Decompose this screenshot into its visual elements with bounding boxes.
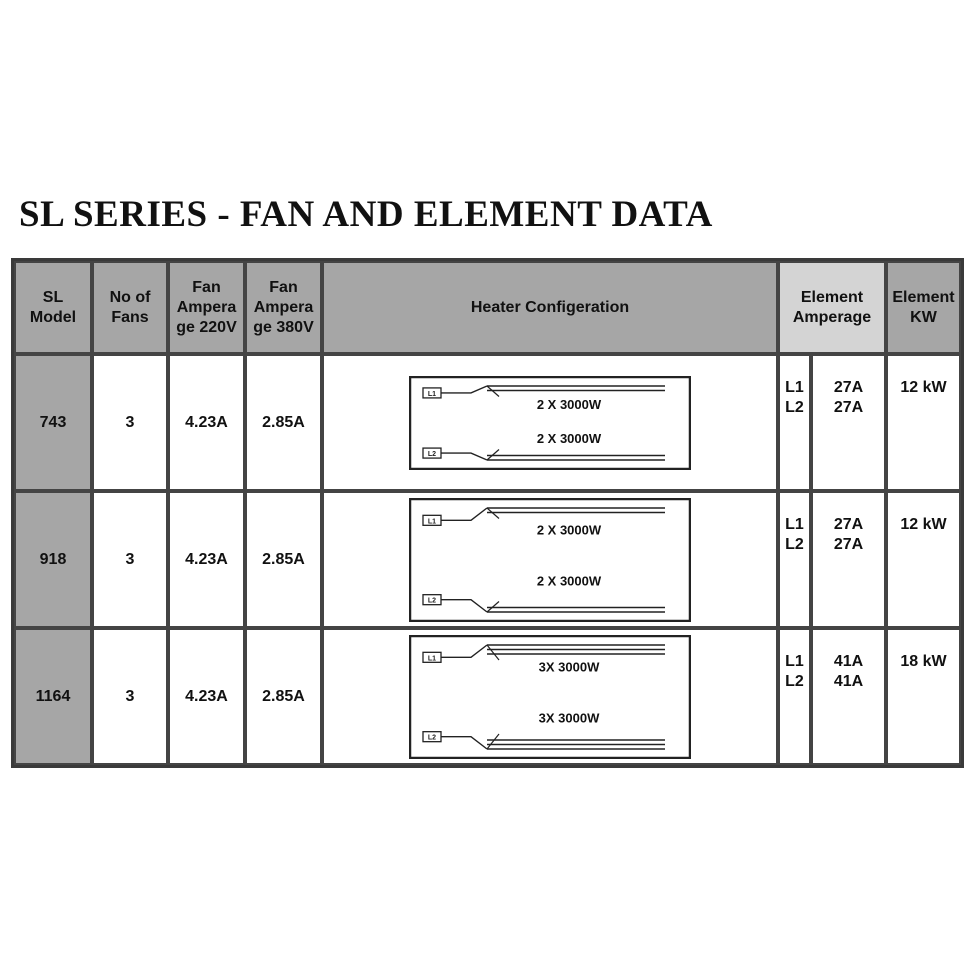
header-fan-amperage-220v	[168, 261, 245, 354]
element-amp-value: 27A	[833, 516, 864, 533]
element-amp-value: 41A	[833, 653, 864, 670]
element-amp-value: 27A	[833, 536, 864, 553]
element-rating-text: 2 X 3000W	[536, 521, 602, 537]
phase-label: L2	[785, 536, 804, 553]
header-element-kw	[886, 261, 961, 354]
heater-diagram	[409, 376, 691, 470]
cell-element-amps	[811, 491, 886, 628]
terminal-label: L2	[427, 734, 437, 742]
cell-element-amps	[811, 628, 886, 765]
header-no-of-fans	[92, 261, 168, 354]
cell-phases	[778, 491, 811, 628]
header-text: Element	[892, 288, 955, 306]
header-text: Fan	[192, 278, 221, 296]
cell-element-kw: 12 kW	[886, 354, 961, 491]
header-text: No of	[109, 288, 151, 306]
cell-amp-220v: 4.23A	[168, 354, 245, 491]
element-rating-text: 3X 3000W	[538, 658, 600, 674]
cell-fans: 3	[92, 354, 168, 491]
phase-label: L1	[785, 653, 804, 670]
header-element-amperage	[778, 261, 886, 354]
cell-model: 918	[14, 491, 92, 628]
terminal-label: L1	[427, 390, 437, 398]
element-rating-text: 2 X 3000W	[536, 430, 602, 446]
cell-element-kw: 12 kW	[886, 491, 961, 628]
cell-fans: 3	[92, 491, 168, 628]
cell-heater-diagram	[322, 628, 778, 765]
cell-amp-380v: 2.85A	[245, 354, 322, 491]
cell-phases	[778, 354, 811, 491]
header-text: Fan	[269, 278, 298, 296]
cell-amp-380v: 2.85A	[245, 491, 322, 628]
cell-model: 1164	[14, 628, 92, 765]
cell-heater-diagram	[322, 491, 778, 628]
heater-diagram	[409, 635, 691, 759]
header-text: Element	[800, 288, 864, 306]
terminal-label: L1	[427, 654, 437, 662]
cell-heater-diagram	[322, 354, 778, 491]
header-fan-amperage-380v	[245, 261, 322, 354]
element-rating-text: 3X 3000W	[538, 710, 600, 726]
header-text: SL	[42, 288, 64, 306]
header-text: Fans	[111, 308, 149, 326]
header-text: Amperage	[792, 308, 872, 326]
diagram-frame	[410, 499, 690, 621]
cell-phases	[778, 628, 811, 765]
element-rating-text: 2 X 3000W	[536, 573, 602, 589]
heater-diagram	[409, 498, 691, 622]
phase-label: L2	[785, 399, 804, 416]
element-amp-value: 41A	[833, 673, 864, 690]
header-text: ge 220V	[176, 318, 237, 336]
cell-amp-220v: 4.23A	[168, 628, 245, 765]
element-rating-text: 2 X 3000W	[536, 396, 602, 412]
header-text: Ampera	[176, 298, 237, 316]
header-text: KW	[910, 308, 937, 326]
header-heater-configuration	[322, 261, 778, 354]
cell-model: 743	[14, 354, 92, 491]
cell-element-kw: 18 kW	[886, 628, 961, 765]
cell-amp-220v: 4.23A	[168, 491, 245, 628]
header-text: ge 380V	[253, 318, 314, 336]
phase-label: L2	[785, 673, 804, 690]
phase-label: L1	[785, 516, 804, 533]
cell-amp-380v: 2.85A	[245, 628, 322, 765]
fan-element-table	[11, 258, 964, 768]
cell-fans: 3	[92, 628, 168, 765]
header-text: Heater Configeration	[470, 298, 630, 316]
header-text: Model	[29, 308, 77, 326]
header-text: Ampera	[253, 298, 314, 316]
header-sl-model	[14, 261, 92, 354]
element-amp-value: 27A	[833, 379, 864, 396]
terminal-label: L2	[427, 450, 437, 458]
page-title: SL SERIES - FAN AND ELEMENT DATA	[19, 194, 713, 235]
terminal-label: L1	[427, 517, 437, 525]
cell-element-amps	[811, 354, 886, 491]
phase-label: L1	[785, 379, 804, 396]
terminal-label: L2	[427, 597, 437, 605]
element-amp-value: 27A	[833, 399, 864, 416]
